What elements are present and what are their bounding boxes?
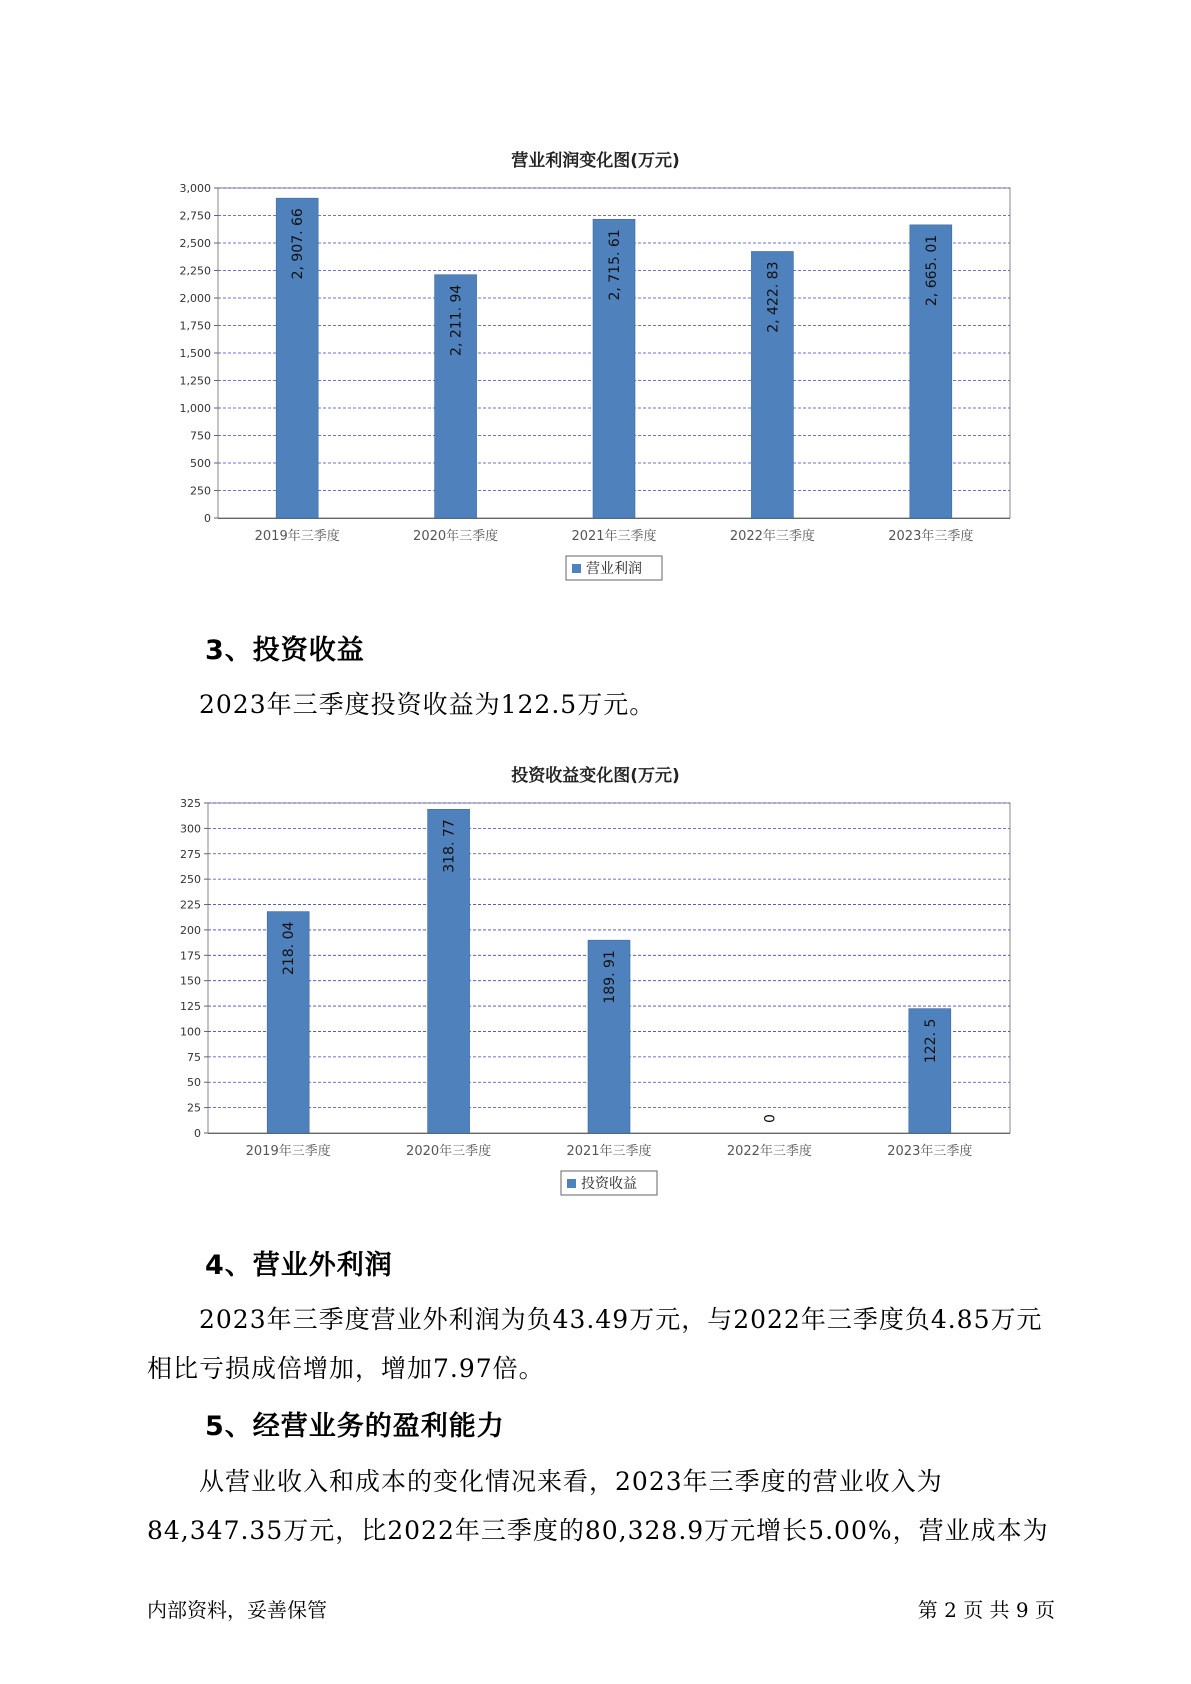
operating-profit-chart xyxy=(140,178,1040,598)
section4-heading: 4、营业外利润 xyxy=(205,1250,393,1281)
y-tick-label: 0 xyxy=(194,1127,201,1140)
y-tick-label: 2,250 xyxy=(179,264,211,278)
bar-value-label: 2, 907. 66 xyxy=(290,208,307,280)
x-tick-label: 2019年三季度 xyxy=(245,1144,331,1159)
y-tick-label: 1,250 xyxy=(179,374,211,388)
bar-value-label: 2, 665. 01 xyxy=(923,234,940,307)
y-tick-label: 25 xyxy=(187,1101,201,1115)
y-tick-label: 275 xyxy=(180,847,201,861)
bar-value-label: 122. 5 xyxy=(922,1018,939,1064)
x-tick-label: 2021年三季度 xyxy=(571,529,657,544)
section5-text: 从营业收入和成本的变化情况来看，2023年三季度的营业收入为84,347.35万元，比2022年三季度的80,328.9万元增长5.00%，营业成本为 xyxy=(147,1467,1049,1545)
bar-value-label: 2, 715. 61 xyxy=(607,229,623,301)
x-tick-label: 2019年三季度 xyxy=(254,529,340,544)
legend-swatch xyxy=(567,1179,576,1188)
y-tick-label: 500 xyxy=(190,457,211,470)
y-tick-label: 2,750 xyxy=(179,209,211,223)
legend-swatch xyxy=(572,564,581,573)
bar-value-label: 2, 422. 83 xyxy=(765,261,782,333)
legend-label: 投资收益 xyxy=(581,1176,637,1192)
y-tick-label: 1,500 xyxy=(179,347,211,360)
y-tick-label: 2,000 xyxy=(179,292,211,305)
section3-heading: 3、投资收益 xyxy=(205,635,365,666)
y-tick-label: 225 xyxy=(180,898,201,912)
y-tick-label: 125 xyxy=(180,1000,201,1014)
footer-page-number: 第 2 页 共 9 页 xyxy=(917,1598,1055,1622)
y-tick-label: 2,500 xyxy=(179,237,211,250)
y-tick-label: 75 xyxy=(187,1050,201,1064)
x-tick-label: 2022年三季度 xyxy=(726,1144,812,1159)
bar-value-label: 0 xyxy=(762,1114,779,1123)
y-tick-label: 3,000 xyxy=(179,182,211,195)
x-tick-label: 2022年三季度 xyxy=(729,529,815,544)
legend-label: 营业利润 xyxy=(586,561,642,577)
bar-value-label: 318. 77 xyxy=(441,819,458,873)
bar-value-label: 189. 91 xyxy=(602,950,618,1004)
section5-heading: 5、经营业务的盈利能力 xyxy=(205,1411,505,1442)
y-tick-label: 0 xyxy=(204,512,211,525)
y-tick-label: 150 xyxy=(180,974,201,988)
investment-income-chart xyxy=(140,793,1040,1213)
section4-text: 2023年三季度营业外利润为负43.49万元，与2022年三季度负4.85万元相比亏损成倍增加，增加7.97倍。 xyxy=(147,1305,1043,1383)
y-tick-label: 750 xyxy=(190,429,211,443)
x-tick-label: 2020年三季度 xyxy=(413,529,499,544)
y-tick-label: 50 xyxy=(187,1076,201,1090)
y-tick-label: 175 xyxy=(180,949,201,963)
y-tick-label: 250 xyxy=(190,484,211,498)
x-tick-label: 2021年三季度 xyxy=(566,1144,652,1159)
x-tick-label: 2020年三季度 xyxy=(406,1144,492,1159)
footer-confidential: 内部资料，妥善保管 xyxy=(147,1598,327,1622)
chart2-title: 投资收益变化图(万元) xyxy=(511,766,680,786)
y-tick-label: 300 xyxy=(180,822,201,836)
y-tick-label: 200 xyxy=(180,923,201,937)
chart1-title: 营业利润变化图(万元) xyxy=(511,151,680,171)
y-tick-label: 325 xyxy=(180,797,201,810)
x-tick-label: 2023年三季度 xyxy=(888,529,974,544)
bar-value-label: 218. 04 xyxy=(281,921,298,976)
section3-text: 2023年三季度投资收益为122.5万元。 xyxy=(199,690,656,719)
bar-value-label: 2, 211. 94 xyxy=(448,284,465,356)
y-tick-label: 1,000 xyxy=(179,402,211,415)
y-tick-label: 1,750 xyxy=(179,319,211,333)
x-tick-label: 2023年三季度 xyxy=(887,1144,973,1159)
y-tick-label: 250 xyxy=(180,873,201,887)
y-tick-label: 100 xyxy=(180,1025,201,1039)
